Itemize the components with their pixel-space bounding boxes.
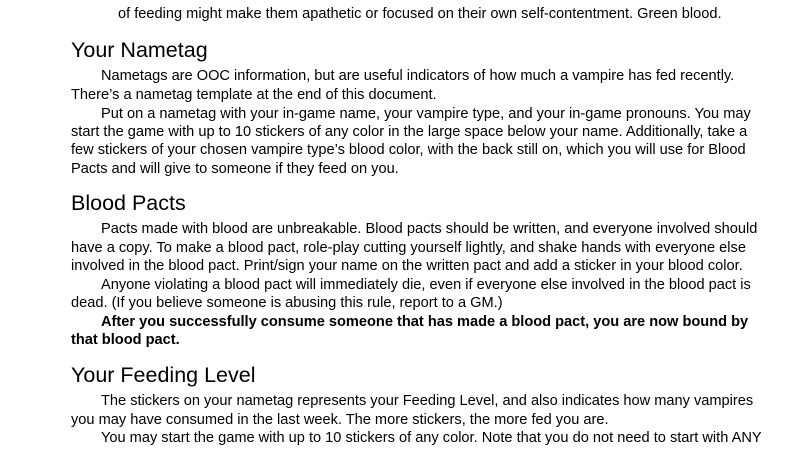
intro-line: of feeding might make them apathetic or focused on their own self-contentment. Green blood. — [118, 6, 722, 22]
paragraph-line: you may have consumed in the last week. The more stickers, the more fed you are. — [71, 412, 609, 428]
paragraph-line: Put on a nametag with your in-game name, your vampire type, and your in-game pronouns. You may — [101, 106, 751, 122]
bold-paragraph-line: that blood pact. — [71, 332, 180, 348]
paragraph-line: have a copy. To make a blood pact, role-play cutting yourself lightly, and shake hands with everyone else — [71, 240, 746, 256]
paragraph-line: You may start the game with up to 10 stickers of any color. Note that you do not need to start with ANY — [101, 430, 762, 446]
section-heading-feeding-level: Your Feeding Level — [71, 363, 256, 387]
paragraph-line: Pacts made with blood are unbreakable. Blood pacts should be written, and everyone involved should — [101, 221, 758, 237]
paragraph-line: involved in the blood pact. Print/sign your name on the written pact and add a sticker in your blood color. — [71, 258, 743, 274]
paragraph-line: There’s a nametag template at the end of this document. — [71, 87, 437, 103]
section-heading-blood-pacts: Blood Pacts — [71, 191, 186, 215]
paragraph-line: Nametags are OOC information, but are useful indicators of how much a vampire has fed recently. — [101, 68, 735, 84]
paragraph-line: dead. (If you believe someone is abusing this rule, report to a GM.) — [71, 295, 503, 311]
bold-paragraph-line: After you successfully consume someone that has made a blood pact, you are now bound by — [101, 314, 749, 330]
section-heading-nametag: Your Nametag — [71, 38, 208, 62]
paragraph-line: start the game with up to 10 stickers of any color in the large space below your name. Additionally, take a — [71, 124, 748, 140]
paragraph-line: few stickers of your chosen vampire type’s blood color, with the back still on, which you will use for Blood — [71, 142, 746, 158]
paragraph-line: The stickers on your nametag represents your Feeding Level, and also indicates how many vampires — [101, 393, 754, 409]
paragraph-line: Pacts and will give to someone if they feed on you. — [71, 161, 399, 177]
paragraph-line: Anyone violating a blood pact will immediately die, even if everyone else involved in the blood pact is — [101, 277, 751, 293]
